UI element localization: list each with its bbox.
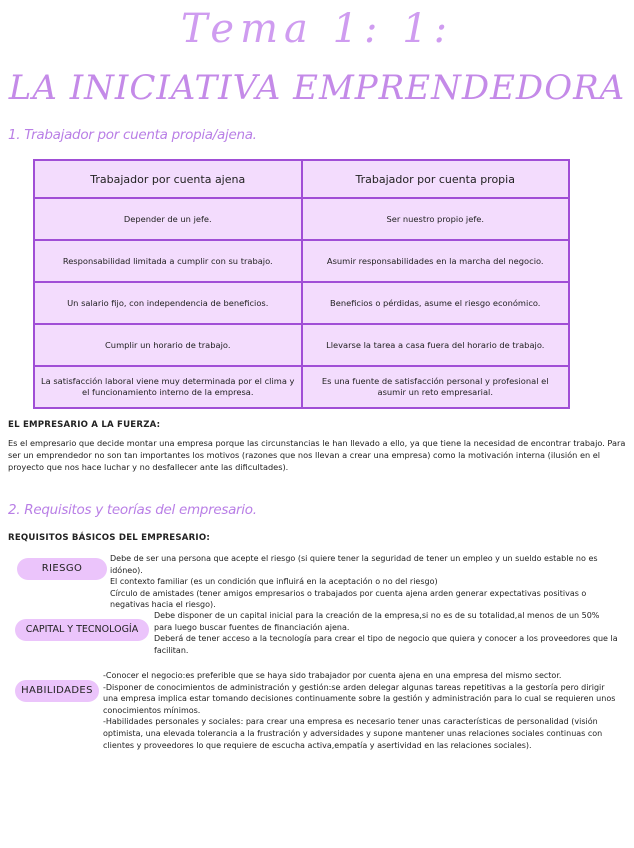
table-cell: Beneficios o pérdidas, asume el riesgo económico. [302,282,570,324]
capital-tecnologia-pill: CAPITAL Y TECNOLOGÍA [15,619,149,641]
empresario-fuerza-text: Es el empresario que decide montar una empresa porque las circunstancias le han llevado a ello, ya que tiene la necesidad de encontrar trabajo. Para ser un emprendedor no son tan importantes los motivos (razones que nos llevan a crear una empresa) como la motivación interna (ilusión en el proyecto que nos hace luchar y no desfallecer ante las dificultades). [8,438,626,472]
riesgo-line: Círculo de amistades (tener amigos empresarios o trabajados por cuenta ajena arden generar expectativas positivas o negativas hacia el riesgo). [110,588,587,610]
table-cell: Es una fuente de satisfacción personal y profesional el asumir un reto empresarial. [302,366,570,408]
page-title-line1: Tema 1: 1: [180,6,454,52]
comparison-table [33,159,570,409]
habilidades-line: -Habilidades personales y sociales: para crear una empresa es necesario tener unas características de personalidad (visión optimista, una elevada tolerancia a la frustración y adversidades y supone mantener unas relaciones sociales continuas con clientes y proveedores lo que requiere de escucha activa,empatía y asertividad en las relaciones sociales). [103,717,603,750]
habilidades-text [103,670,621,751]
capital-tecnologia-text [154,610,620,656]
table-cell: La satisfacción laboral viene muy determinada por el clima y el funcionamiento interno de la empresa. [34,366,302,408]
table-cell: Un salario fijo, con independencia de beneficios. [34,282,302,324]
table-cell: Ser nuestro propio jefe. [302,198,570,240]
table-row [34,324,569,366]
table-cell: Cumplir un horario de trabajo. [34,324,302,366]
requisitos-heading: REQUISITOS BÁSICOS DEL EMPRESARIO: [8,533,210,543]
page-title-line2: LA INICIATIVA EMPRENDEDORA [8,68,626,108]
table-row [34,366,569,408]
table-row [34,198,569,240]
table-cell: Responsabilidad limitada a cumplir con su trabajo. [34,240,302,282]
capital-line: Debe disponer de un capital inicial para la creación de la empresa,si no es de su totalidad,al menos de un 50% para luego buscar fuentes de financiación ajena. [154,611,600,632]
habilidades-line: -Conocer el negocio:es preferible que se haya sido trabajador por cuenta ajena en una empresa del mismo sector. [103,671,562,680]
table-cell: Asumir responsabilidades en la marcha del negocio. [302,240,570,282]
riesgo-text [110,553,620,611]
table-header-row [34,160,569,198]
empresario-fuerza-heading: EL EMPRESARIO A LA FUERZA: [8,420,161,430]
riesgo-line: El contexto familiar (es un condición que influirá en la aceptación o no del riesgo) [110,577,438,587]
section2-heading: 2. Requisitos y teorías del empresario. [8,502,257,518]
section1-heading: 1. Trabajador por cuenta propia/ajena. [8,127,257,143]
riesgo-pill: RIESGO [17,558,107,580]
table-header-ajena: Trabajador por cuenta ajena [34,160,302,198]
riesgo-line: Debe de ser una persona que acepte el riesgo (si quiere tener la seguridad de tener un empleo y un sueldo estable no es idóneo). [110,554,598,575]
capital-line: Deberá de tener acceso a la tecnología para crear el tipo de negocio que quiera y conocer a los proveedores que la facilitan. [154,634,618,655]
table-row [34,282,569,324]
table-cell: Depender de un jefe. [34,198,302,240]
table-header-propia: Trabajador por cuenta propia [302,160,570,198]
table-row [34,240,569,282]
table-cell: Llevarse la tarea a casa fuera del horario de trabajo. [302,324,570,366]
habilidades-line: -Disponer de conocimientos de administración y gestión:se arden delegar algunas tareas repetitivas a la gestoría pero dirigir una empresa implica estar tomando decisiones continuamente sobre la gestión y administración para lo cual se requieren unos conocimientos mínimos. [103,682,616,715]
habilidades-pill: HABILIDADES [15,680,99,702]
